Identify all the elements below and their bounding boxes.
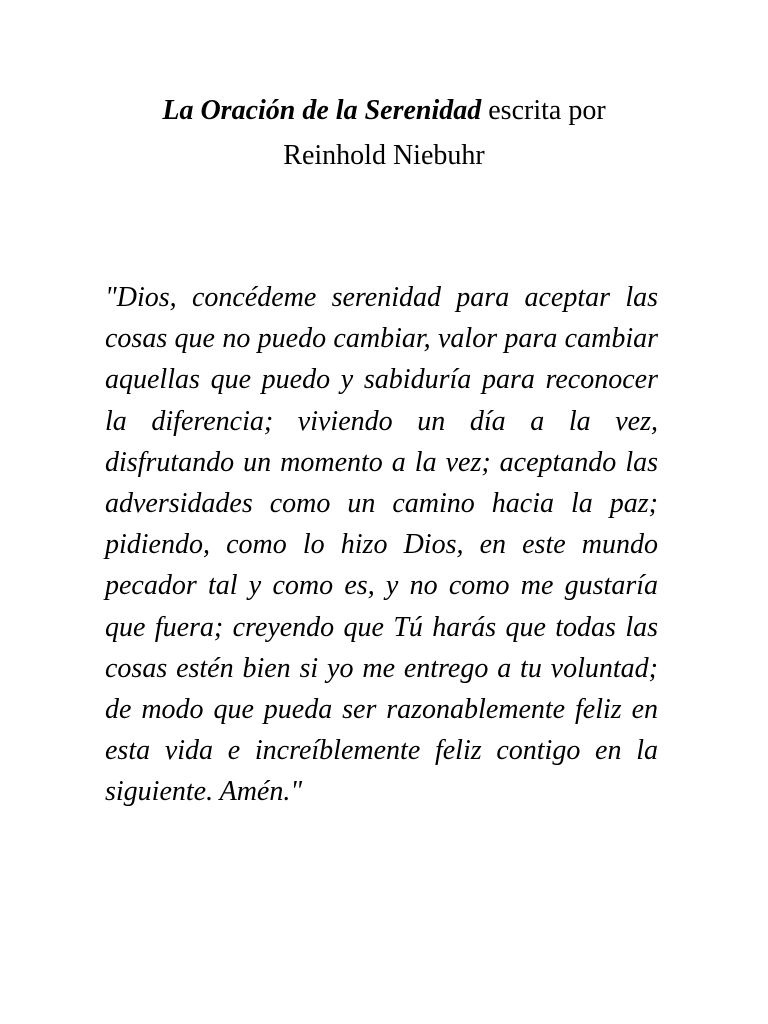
prayer-title: La Oración de la Serenidad	[162, 95, 482, 126]
title-suffix: escrita por	[481, 95, 606, 126]
title-line	[60, 88, 708, 133]
author-name: Reinhold Niebuhr	[283, 140, 485, 171]
document-heading	[60, 88, 708, 178]
prayer-text: "Dios, concédeme serenidad para aceptar las cosas que no puedo cambiar, valor para cambiar aquellas que puedo y sabiduría para reconocer la diferencia; viviendo un día a la vez, disfrutando un momento a la vez; aceptando las adversidades como un camino hacia la paz; pidiendo, como lo hizo Dios, en este mundo pecador tal y como es, y no como me gustaría que fuera; creyendo que Tú harás que todas las cosas estén bien si yo me entrego a tu voluntad; de modo que pueda ser razonablemente feliz en esta vida e increíblemente feliz contigo en la siguiente. Amén."	[105, 282, 658, 808]
